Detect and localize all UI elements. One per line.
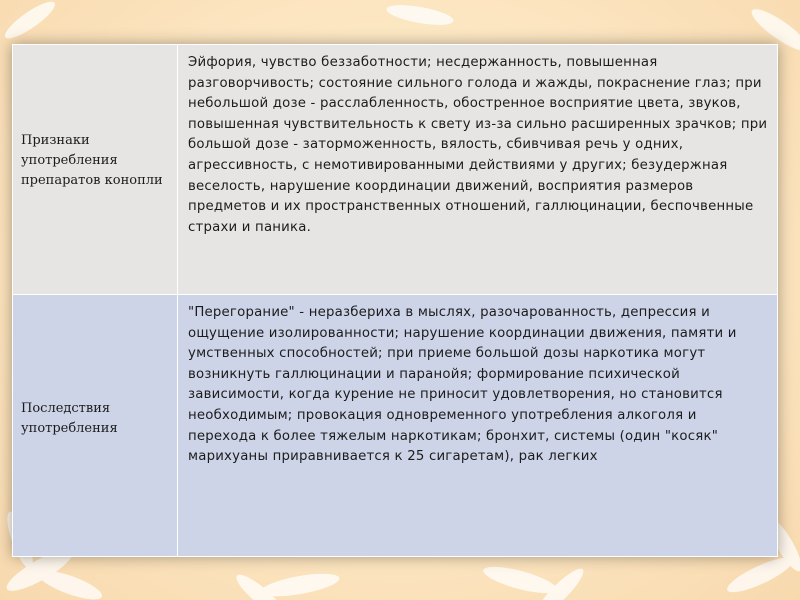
table-row — [13, 45, 778, 295]
info-table — [12, 44, 778, 557]
row-description-cell — [178, 295, 778, 557]
row-label: Последствия употребления — [21, 401, 118, 436]
table-row — [13, 295, 778, 557]
row-description: "Перегорание" - неразбериха в мыслях, разочарованность, депрессия и ощущение изолированности; нарушение координации движения, памяти и умственных способностей; при приеме большой дозы наркотика могут возникнуть галлюцинации и паранойя; формирование психической зависимости, когда курение не приносит удовлетворения, но становится необходимым; провокация одновременного употребления алкоголя и перехода к более тяжелым наркотикам; бронхит, системы (один "косяк" марихуаны приравнивается к 25 сигаретам), рак легких — [188, 305, 737, 465]
row-label: Признаки употребления препаратов конопли — [21, 133, 163, 188]
row-label-cell — [13, 295, 178, 557]
row-description-cell — [178, 45, 778, 295]
row-description: Эйфория, чувство беззаботности; несдержанность, повышенная разговорчивость; состояние сильного голода и жажды, покраснение глаз; при небольшой дозе - расслабленность, обостренное восприятие цвета, звуков, повышенная чувствительность к свету из-за сильно расширенных зрачков; при большой дозе - заторможенность, вялость, сбивчивая речь у одних, агрессивность, с немотивированными действиями у других; безудержная веселость, нарушение координации движений, восприятия размеров предметов и их пространственных отношений, галлюцинации, беспочвенные страхи и паника. — [188, 55, 768, 235]
row-label-cell — [13, 45, 178, 295]
